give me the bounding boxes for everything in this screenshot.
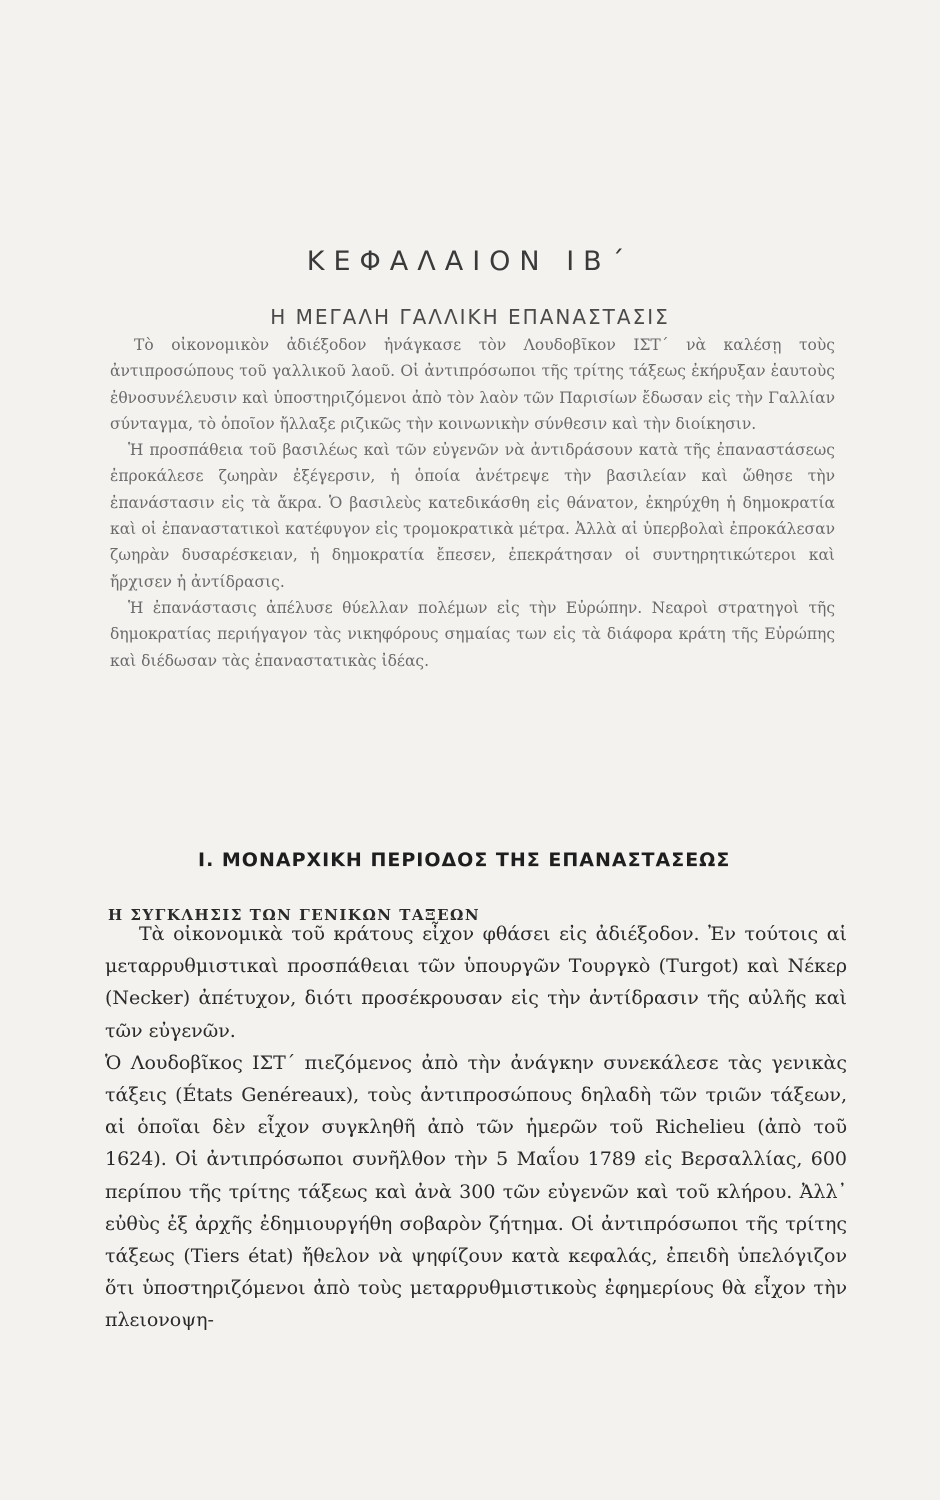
body-text: [105, 918, 847, 1337]
summary-paragraph: Τὸ οἰκονομικὸν ἀδιέξοδον ἠνάγκασε τὸν Λουδοβῖκον ΙΣΤ΄ νὰ καλέσῃ τοὺς ἀντιπροσώπους τοῦ γαλλικοῦ λαοῦ. Οἱ ἀντιπρόσωποι τῆς τρίτης τάξεως ἐκήρυξαν ἑαυτοὺς ἐθνοσυνέλευσιν καὶ ὑποστηριζόμενοι ἀπὸ τὸν λαὸν τῶν Παρισίων ἔδωσαν εἰς τὴν Γαλλίαν σύνταγμα, τὸ ὁποῖον ἤλλαξε ριζικῶς τὴν κοινωνικὴν σύνθεσιν καὶ τὴν διοίκησιν.: [110, 336, 835, 433]
summary-paragraph: Ἡ ἐπανάστασις ἀπέλυσε θύελλαν πολέμων εἰς τὴν Εὐρώπην. Νεαροὶ στρατηγοὶ τῆς δημοκρατίας περιήγαγον τὰς νικηφόρους σημαίας των εἰς τὰ διάφορα κράτη τῆς Εὐρώπης καὶ διέδωσαν τὰς ἐπαναστατικὰς ἰδέας.: [110, 598, 835, 670]
summary-paragraph: Ἡ προσπάθεια τοῦ βασιλέως καὶ τῶν εὐγενῶν νὰ ἀντιδράσουν κατὰ τῆς ἐπαναστάσεως ἐπροκάλεσε ζωηρὰν ἐξέγερσιν, ἡ ὁποία ἀνέτρεψε τὴν βασιλείαν καὶ ὤθησε τὴν ἐπανάστασιν εἰς τὰ ἄκρα. Ὁ βασιλεὺς κατεδικάσθη εἰς θάνατον, ἐκηρύχθη ἡ δημοκρατία καὶ οἱ ἐπαναστατικοὶ κατέφυγον εἰς τρομοκρατικὰ μέτρα. Ἀλλὰ αἱ ὑπερβολαὶ ἐπροκάλεσαν ζωηρὰν δυσαρέσκειαν, ἡ δημοκρατία ἔπεσεν, ἐπεκράτησαν οἱ συντηρητικώτεροι καὶ ἤρχισεν ἡ ἀντίδρασις.: [110, 441, 835, 591]
chapter-label: ΚΕΦΑΛΑΙΟΝ ΙΒ΄: [306, 246, 634, 278]
body-paragraph: Τὰ οἰκονομικὰ τοῦ κράτους εἶχον φθάσει εἰς ἀδιέξοδον. Ἐν τούτοις αἱ μεταρρυθμιστικαὶ προσπάθειαι τῶν ὑπουργῶν Τουργκὸ (Turgot) καὶ Νέκερ (Necker) ἀπέτυχον, διότι προσέκρουσαν εἰς τὴν ἀντίδρασιν τῆς αὐλῆς καὶ τῶν εὐγενῶν.: [105, 923, 847, 1042]
chapter-summary: [110, 332, 835, 674]
body-paragraph: Ὁ Λουδοβῖκος ΙΣΤ΄ πιεζόμενος ἀπὸ τὴν ἀνάγκην συνεκάλεσε τὰς γενικὰς τάξεις (États Genéreaux), τοὺς ἀντιπροσώπους δηλαδὴ τῶν τριῶν τάξεων, αἱ ὁποῖαι δὲν εἶχον συγκληθῆ ἀπὸ τῶν ἡμερῶν τοῦ Richelieu (ἀπὸ τοῦ 1624). Οἱ ἀντιπρόσωποι συνῆλθον τὴν 5 Μαΐου 1789 εἰς Βερσαλλίας, 600 περίπου τῆς τρίτης τάξεως καὶ ἀνὰ 300 τῶν εὐγενῶν καὶ τοῦ κλήρου. Ἀλλ᾽ εὐθὺς ἐξ ἀρχῆς ἐδημιουργήθη σοβαρὸν ζήτημα. Οἱ ἀντιπρόσωποι τῆς τρίτης τάξεως (Tiers état) ἤθελον νὰ ψηφίζουν κατὰ κεφαλάς, ἐπειδὴ ὑπελόγιζον ὅτι ὑποστηριζόμενοι ἀπὸ τοὺς μεταρρυθμιστικοὺς ἐφημερίους θὰ εἶχον τὴν πλειονοψη-: [105, 1051, 847, 1332]
section-heading: Ι. ΜΟΝΑΡΧΙΚΗ ΠΕΡΙΟΔΟΣ ΤΗΣ ΕΠΑΝΑΣΤΑΣΕΩΣ: [198, 849, 731, 871]
chapter-title: Η ΜΕΓΑΛΗ ΓΑΛΛΙΚΗ ΕΠΑΝΑΣΤΑΣΙΣ: [270, 304, 670, 329]
subsection-heading: Η ΣΥΓΚΛΗΣΙΣ ΤΩΝ ΓΕΝΙΚΩΝ ΤΑΞΕΩΝ: [108, 905, 481, 924]
